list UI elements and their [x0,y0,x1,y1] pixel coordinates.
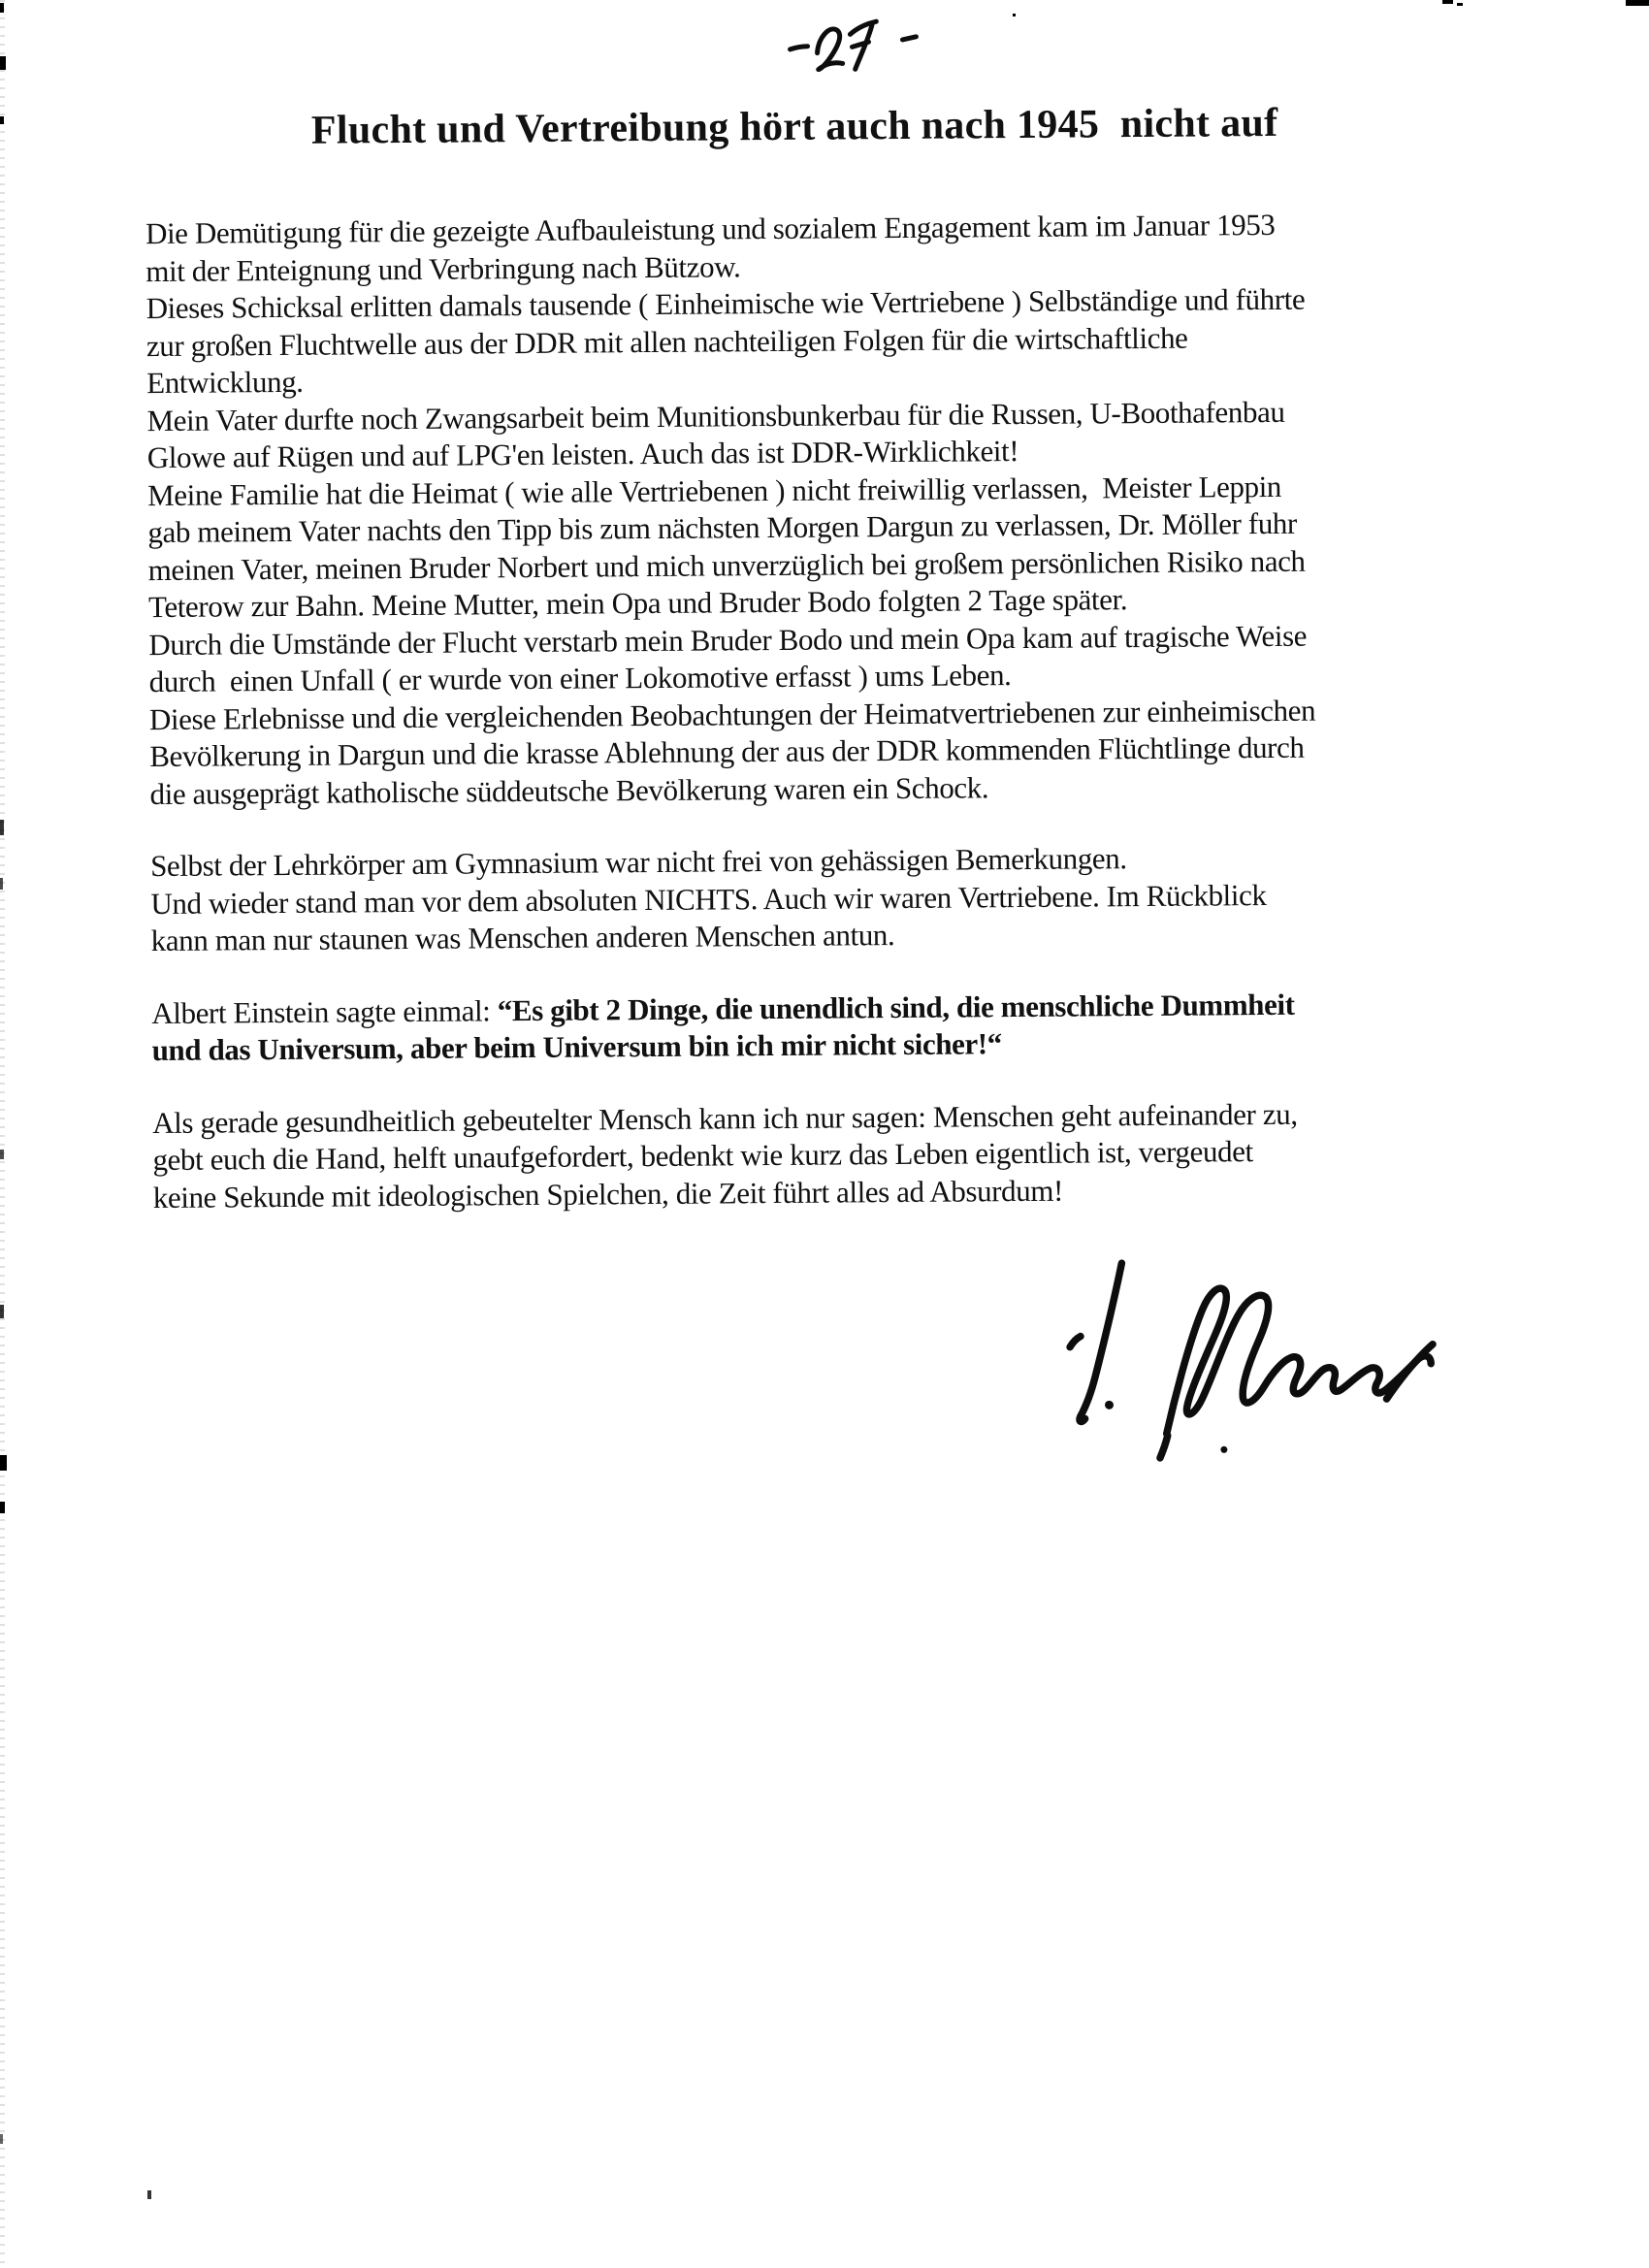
text-line: Als gerade gesundheitlich gebeutelter Mensch kann ich nur sagen: Menschen geht aufeinander zu, [152,1096,1298,1140]
einstein-prefix: Albert Einstein sagte einmal: [151,992,498,1030]
text-line: zur großen Fluchtwelle aus der DDR mit allen nachteiligen Folgen für die wirtschaftliche [146,320,1188,363]
scan-artifact [0,878,3,890]
text-line: Dieses Schicksal erlitten damals tausende ( Einheimische wie Vertriebene ) Selbständige und führte [146,281,1306,326]
text-line: gebt euch die Hand, helft unaufgefordert, bedenkt wie kurz das Leben eigentlich ist, vergeudet [152,1134,1253,1178]
text-line: Die Demütigung für die gezeigte Aufbauleistung und sozialem Engagement kam im Januar 1953 [145,207,1276,251]
scan-artifact [0,1305,4,1318]
einstein-quote-part2: und das Universum, aber beim Universum bin ich mir nicht sicher!“ [151,1026,1002,1068]
text-line: mit der Enteignung und Verbringung nach Bützow. [146,248,741,288]
scan-artifact [0,1150,4,1159]
text-line: gab meinem Vater nachts den Tipp bis zum nächsten Morgen Dargun zu verlassen, Dr. Möller fuhr [147,505,1298,550]
paragraph-appeal [152,1094,1443,1216]
document-body [146,206,1443,1216]
document-title: Flucht und Vertreibung hört auch nach 1945 nicht auf [310,100,1278,153]
text-line: Meine Familie hat die Heimat ( wie alle Vertriebenen ) nicht freiwillig verlassen, Meister Leppin [146,469,1282,512]
paragraph-fate-1953 [146,206,1440,813]
paragraph-gymnasium [150,838,1441,960]
scan-artifact [0,820,4,835]
text-line: Und wieder stand man vor dem absoluten NICHTS. Auch wir waren Vertriebene. Im Rückblick [150,877,1267,921]
text-line: Diese Erlebnisse und die vergleichenden Beobachtungen der Heimatvertriebenen zur einheimischen [148,693,1316,736]
text-line: durch einen Unfall ( er wurde von einer Lokomotive erfasst ) ums Leben. [148,658,1012,699]
text-line: Teterow zur Bahn. Meine Mutter, mein Opa und Bruder Bodo folgten 2 Tage später. [147,582,1128,625]
text-line: Bevölkerung in Dargun und die krasse Ablehnung der aus der DDR kommenden Flüchtlinge durch [149,729,1305,774]
scan-artifact [0,1502,5,1513]
text-line: keine Sekunde mit ideologischen Spielchen, die Zeit führt alles ad Absurdum! [152,1173,1064,1215]
text-line: die ausgeprägt katholische süddeutsche Bevölkerung waren ein Schock. [149,769,989,811]
scan-artifact [0,1455,7,1471]
text-line: Mein Vater durfte noch Zwangsarbeit beim Munitionsbunkerbau für die Russen, U-Boothafenbau [146,394,1285,437]
text-line: Glowe auf Rügen und auf LPG'en leisten. Auch das ist DDR-Wirklichkeit! [146,434,1019,475]
text-line: meinen Vater, meinen Bruder Norbert und mich unverzüglich bei großem persönlichen Risiko nach [147,543,1306,587]
einstein-quote-part1: “Es gibt 2 Dinge, die unendlich sind, die menschliche Dummheit [497,987,1295,1027]
signature-handwriting [1044,1248,1472,1465]
page-number-handwriting [786,12,931,75]
text-line: kann man nur staunen was Menschen anderen Menschen antun. [150,918,895,958]
text-line: Durch die Umstände der Flucht verstarb mein Bruder Bodo und mein Opa kam auf tragische Weise [148,618,1308,662]
scan-artifact [0,2134,3,2144]
paragraph-einstein-quote [151,985,1442,1069]
text-line: Entwicklung. [146,364,304,401]
text-line: Selbst der Lehrkörper am Gymnasium war nicht frei von gehässigen Bemerkungen. [149,841,1127,884]
